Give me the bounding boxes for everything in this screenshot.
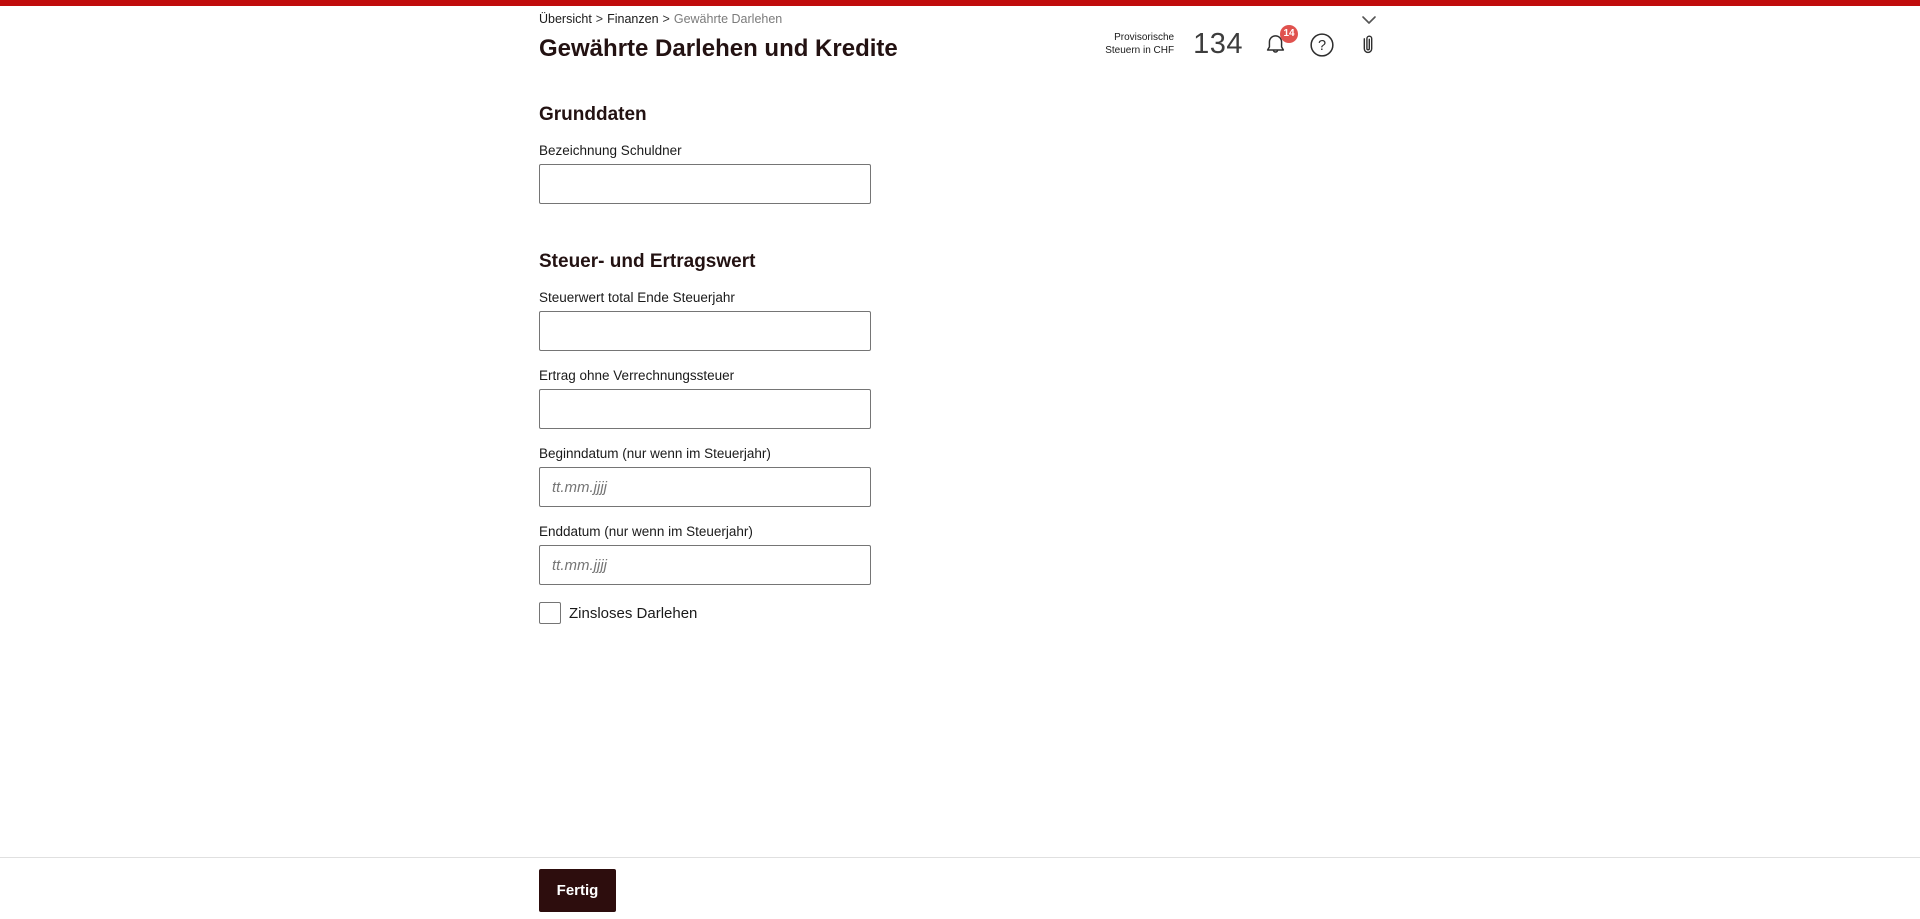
- field-bezeichnung-schuldner: [539, 143, 1381, 204]
- provisional-tax-label: [1105, 32, 1174, 57]
- header-left: [539, 6, 898, 63]
- field-label: Enddatum (nur wenn im Steuerjahr): [539, 524, 753, 539]
- section-heading-steuer-ertragswert: Steuer- und Ertragswert: [539, 251, 756, 272]
- provisional-tax-label-line2: Steuern in CHF: [1105, 44, 1175, 56]
- notifications-button[interactable]: [1262, 28, 1295, 58]
- ertrag-ohne-verrechnungssteuer-input[interactable]: [539, 389, 871, 429]
- field-label: Steuerwert total Ende Steuerjahr: [539, 290, 735, 305]
- provisional-tax-value: 134: [1193, 28, 1243, 60]
- zinsloses-darlehen-row: [539, 602, 1381, 624]
- enddatum-input[interactable]: [539, 545, 871, 585]
- field-enddatum: [539, 524, 1381, 585]
- field-beginndatum: [539, 446, 1381, 507]
- loan-form: [539, 104, 1381, 624]
- zinsloses-darlehen-checkbox[interactable]: [539, 602, 561, 624]
- header-collapse-button[interactable]: [1359, 13, 1379, 27]
- footer-bar: [0, 857, 1920, 919]
- bezeichnung-schuldner-input[interactable]: [539, 164, 871, 204]
- breadcrumb-link-uebersicht[interactable]: Übersicht: [539, 12, 592, 26]
- zinsloses-darlehen-label[interactable]: Zinsloses Darlehen: [569, 604, 698, 622]
- attachments-button[interactable]: [1355, 32, 1381, 58]
- breadcrumb-current: Gewährte Darlehen: [673, 12, 783, 26]
- field-steuerwert-total: [539, 290, 1381, 351]
- header-actions: [1105, 28, 1381, 61]
- breadcrumb-separator: >: [595, 12, 604, 26]
- breadcrumb-link-finanzen[interactable]: Finanzen: [607, 12, 659, 26]
- field-label: Bezeichnung Schuldner: [539, 143, 682, 158]
- beginndatum-input[interactable]: [539, 467, 871, 507]
- done-button[interactable]: Fertig: [539, 869, 616, 912]
- steuerwert-total-input[interactable]: [539, 311, 871, 351]
- provisional-tax-label-line1: Provisorische: [1114, 32, 1175, 43]
- page-title: Gewährte Darlehen und Kredite: [539, 35, 898, 62]
- field-label: Ertrag ohne Verrechnungssteuer: [539, 368, 735, 383]
- field-label: Beginndatum (nur wenn im Steuerjahr): [539, 446, 771, 461]
- chevron-down-icon: [1361, 13, 1377, 28]
- page-header: [539, 6, 1381, 63]
- breadcrumb: [539, 12, 898, 26]
- svg-text:?: ?: [1317, 37, 1327, 54]
- notification-count-badge: 14: [1280, 25, 1298, 43]
- field-ertrag-ohne-verrechnungssteuer: [539, 368, 1381, 429]
- help-circle-icon: [1308, 31, 1336, 59]
- section-heading-grunddaten: Grunddaten: [539, 104, 647, 125]
- paperclip-icon: [1355, 32, 1381, 58]
- breadcrumb-separator: >: [662, 12, 670, 26]
- help-button[interactable]: [1308, 31, 1336, 59]
